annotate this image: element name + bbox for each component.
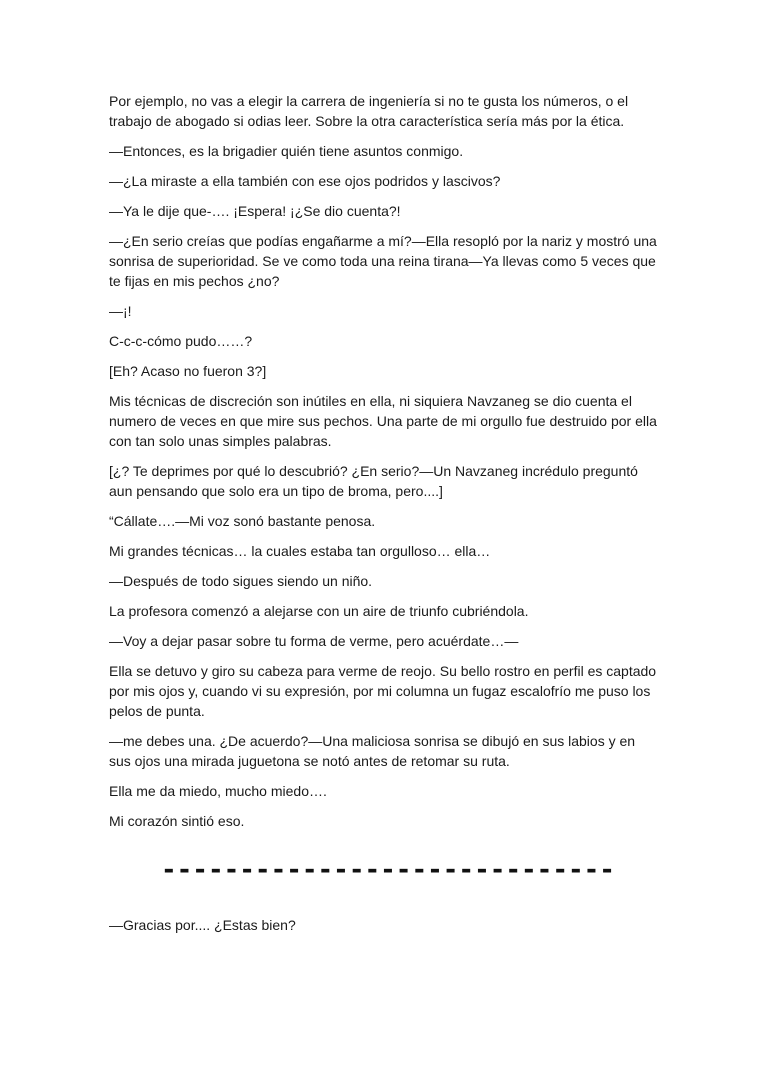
section-separator: ----------------------------- (161, 855, 615, 885)
paragraph-4: —Ya le dije que-…. ¡Espera! ¡¿Se dio cuenta?! (109, 203, 401, 219)
paragraph-16: Ella se detuvo y giro su cabeza para verme de reojo. Su bello rostro en perfil es captado por mis ojos y, cuando vi su expresión, por mi columna un fugaz escalofrío me puso los pelos de punta. (109, 663, 657, 719)
paragraph-8: [Eh? Acaso no fueron 3?] (109, 363, 267, 379)
document-body (109, 91, 657, 945)
paragraph-6: —¡! (109, 303, 132, 319)
paragraph-17: —me debes una. ¿De acuerdo?—Una maliciosa sonrisa se dibujó en sus labios y en sus ojos una mirada juguetona se notó antes de retomar su ruta. (109, 733, 636, 769)
paragraph-11: “Cállate….—Mi voz sonó bastante penosa. (109, 513, 376, 529)
paragraph-19: Mi corazón sintió eso. (109, 813, 245, 829)
paragraph-10: [¿? Te deprimes por qué lo descubrió? ¿En serio?—Un Navzaneg incrédulo preguntó aun pensando que solo era un tipo de broma, pero....] (109, 463, 638, 499)
paragraph-5: —¿En serio creías que podías engañarme a mí?—Ella resopló por la nariz y mostró una sonrisa de superioridad. Se ve como toda una reina tirana—Ya llevas como 5 veces que te fijas en mis pechos ¿no? (109, 233, 657, 289)
paragraph-after-separator: —Gracias por.... ¿Estas bien? (109, 917, 296, 933)
paragraph-2: —Entonces, es la brigadier quién tiene asuntos conmigo. (109, 143, 464, 159)
paragraph-9: Mis técnicas de discreción son inútiles en ella, ni siquiera Navzaneg se dio cuenta el numero de veces en que mire sus pechos. Una parte de mi orgullo fue destruido por ella con tan solo unas simples palabras. (109, 393, 657, 449)
paragraph-1: Por ejemplo, no vas a elegir la carrera de ingeniería si no te gusta los números, o el trabajo de abogado si odias leer. Sobre la otra característica sería más por la ética. (109, 93, 629, 129)
paragraph-12: Mi grandes técnicas… la cuales estaba tan orgulloso… ella… (109, 543, 491, 559)
paragraph-18: Ella me da miedo, mucho miedo…. (109, 783, 327, 799)
paragraph-14: La profesora comenzó a alejarse con un aire de triunfo cubriéndola. (109, 603, 529, 619)
paragraph-3: —¿La miraste a ella también con ese ojos podridos y lascivos? (109, 173, 501, 189)
paragraph-15: —Voy a dejar pasar sobre tu forma de verme, pero acuérdate…— (109, 633, 519, 649)
paragraph-13: —Después de todo sigues siendo un niño. (109, 573, 373, 589)
paragraph-7: C-c-c-cómo pudo……? (109, 333, 253, 349)
